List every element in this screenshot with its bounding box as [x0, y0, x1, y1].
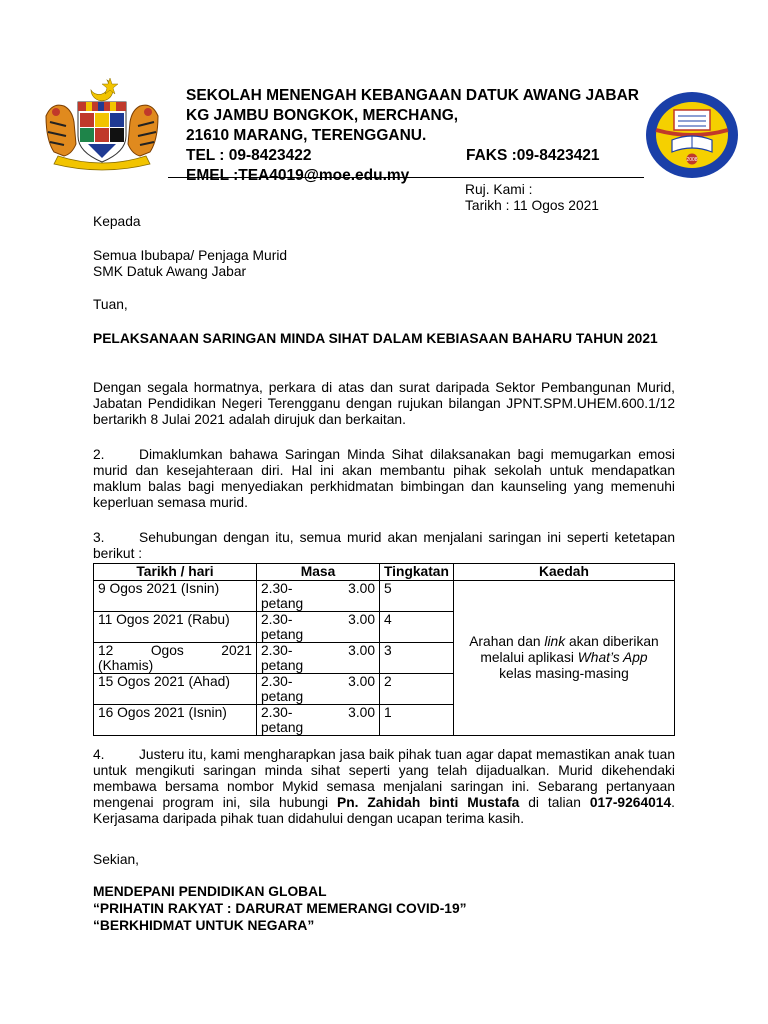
row-form: 5	[380, 581, 454, 612]
paragraph-3-number: 3.	[93, 530, 105, 545]
school-name: SEKOLAH MENENGAH KEBANGAAN DATUK AWANG JABAR	[186, 87, 639, 104]
method-text: Arahan dan	[469, 634, 545, 649]
time-end: 3.00	[348, 643, 375, 658]
time-start: 2.30-	[261, 612, 293, 627]
paragraph-4	[93, 747, 675, 827]
fax: FAKS :09-8423421	[466, 147, 600, 164]
time-end: 3.00	[348, 612, 375, 627]
email: EMEL :TEA4019@moe.edu.my	[186, 167, 410, 184]
date-part: 2021	[221, 643, 252, 658]
row-time	[257, 674, 380, 705]
closing-slogans	[93, 883, 467, 934]
time-end: 3.00	[348, 581, 375, 596]
paragraph-4-number: 4.	[93, 747, 105, 762]
method-line-3: kelas masing-masing	[499, 666, 629, 681]
time-suffix: petang	[261, 689, 304, 704]
address-line-2: 21610 MARANG, TERENGGANU.	[186, 127, 427, 144]
time-end: 3.00	[348, 674, 375, 689]
subject: PELAKSANAAN SARINGAN MINDA SIHAT DALAM KEBIASAAN BAHARU TAHUN 2021	[93, 331, 658, 346]
table-row	[94, 581, 675, 612]
time-start: 2.30-	[261, 581, 293, 596]
letter-date: Tarikh : 11 Ogos 2021	[465, 198, 599, 213]
time-suffix: petang	[261, 596, 304, 611]
row-time	[257, 581, 380, 612]
row-time	[257, 612, 380, 643]
sekian: Sekian,	[93, 852, 140, 867]
school-crest-year: 2008	[686, 157, 698, 163]
paragraph-intro: Dengan segala hormatnya, perkara di atas dan surat daripada Sektor Pembangunan Murid, Jabatan Pendidikan Negeri Terengganu dengan rujukan bilangan JPNT.SPM.UHEM.600.1/12 bertarikh 8 Julai 2021 adalah dirujuk dan berkaitan.	[93, 380, 675, 427]
paragraph-4-text: di talian	[519, 795, 590, 810]
paragraph-3-text: Sehubungan dengan itu, semua murid akan menjalani saringan ini seperti ketetapan berikut :	[93, 530, 675, 561]
row-time	[257, 643, 380, 674]
row-date	[94, 643, 257, 674]
time-suffix: petang	[261, 658, 304, 673]
slogan-line-2: “PRIHATIN RAKYAT : DARURAT MEMERANGI COVID-19”	[93, 901, 467, 916]
row-date: 16 Ogos 2021 (Isnin)	[94, 705, 257, 736]
slogan-line-1: MENDEPANI PENDIDIKAN GLOBAL	[93, 884, 327, 899]
our-reference: Ruj. Kami :	[465, 182, 533, 197]
contact-phone: 017-9264014	[589, 795, 672, 810]
paragraph-4-text: . Kerjasama daripada pihak tuan didahului dengan ucapan terima kasih.	[93, 795, 675, 826]
contact-row	[186, 146, 656, 166]
row-date: 9 Ogos 2021 (Isnin)	[94, 581, 257, 612]
header-form: Tingkatan	[380, 564, 454, 581]
address-line-1: KG JAMBU BONGKOK, MERCHANG,	[186, 107, 459, 124]
row-form: 4	[380, 612, 454, 643]
row-form: 2	[380, 674, 454, 705]
method-text: melalui aplikasi	[480, 650, 578, 665]
method-app-name: What’s App	[577, 650, 648, 665]
telephone: TEL : 09-8423422	[186, 147, 312, 164]
reference-block	[465, 182, 599, 214]
method-link-word: link	[544, 634, 566, 649]
method-line-1	[458, 634, 670, 650]
salutation: Tuan,	[93, 297, 128, 312]
time-start: 2.30-	[261, 674, 293, 689]
paragraph-2	[93, 447, 675, 511]
header-date: Tarikh / hari	[94, 564, 257, 581]
letterhead-divider	[168, 177, 644, 178]
paragraph-3	[93, 530, 675, 562]
school-crest-icon	[644, 90, 740, 180]
header-method: Kaedah	[453, 564, 674, 581]
row-time	[257, 705, 380, 736]
paragraph-2-text: Dimaklumkan bahawa Saringan Minda Sihat dilaksanakan bagi memugarkan emosi murid dan kesejahteraan diri. Hal ini akan membantu pihak sekolah untuk mendapatkan maklum balas bagi menyediakan perkhidmatan bimbingan dan kaunseling yang memenuhi keperluan semasa murid.	[93, 447, 675, 510]
recipient-line-2: SMK Datuk Awang Jabar	[93, 264, 247, 279]
time-end: 3.00	[348, 705, 375, 720]
time-start: 2.30-	[261, 643, 293, 658]
time-start: 2.30-	[261, 705, 293, 720]
header-time: Masa	[257, 564, 380, 581]
time-suffix: petang	[261, 627, 304, 642]
slogan-line-3: “BERKHIDMAT UNTUK NEGARA”	[93, 918, 315, 933]
row-form: 1	[380, 705, 454, 736]
table-header-row	[94, 564, 675, 581]
paragraph-4-text: Justeru itu, kami mengharapkan jasa baik pihak tuan agar dapat memastikan anak tuan untuk mengikuti saringan minda sihat seperti yang telah dijadualkan. Murid dikehendaki membawa bersama nombor Mykid semasa menjalani saringan ini. Sebarang pertanyaan mengenai program ini, sila hubungi	[93, 747, 675, 810]
paragraph-2-number: 2.	[93, 447, 105, 462]
contact-person: Pn. Zahidah binti Mustafa	[337, 795, 520, 810]
letterhead	[186, 86, 656, 186]
method-line-2	[458, 650, 670, 666]
method-cell	[453, 581, 674, 736]
time-suffix: petang	[261, 720, 304, 735]
row-date: 11 Ogos 2021 (Rabu)	[94, 612, 257, 643]
row-form: 3	[380, 643, 454, 674]
row-date: 15 Ogos 2021 (Ahad)	[94, 674, 257, 705]
malaysia-coat-of-arms-icon	[36, 76, 168, 172]
date-part: 12	[98, 643, 114, 658]
date-part: Ogos	[150, 643, 184, 658]
schedule-table	[93, 563, 675, 736]
recipient-line-1: Semua Ibubapa/ Penjaga Murid	[93, 248, 288, 263]
date-part: (Khamis)	[98, 658, 154, 673]
method-text: akan diberikan	[565, 634, 659, 649]
kepada: Kepada	[93, 214, 141, 229]
